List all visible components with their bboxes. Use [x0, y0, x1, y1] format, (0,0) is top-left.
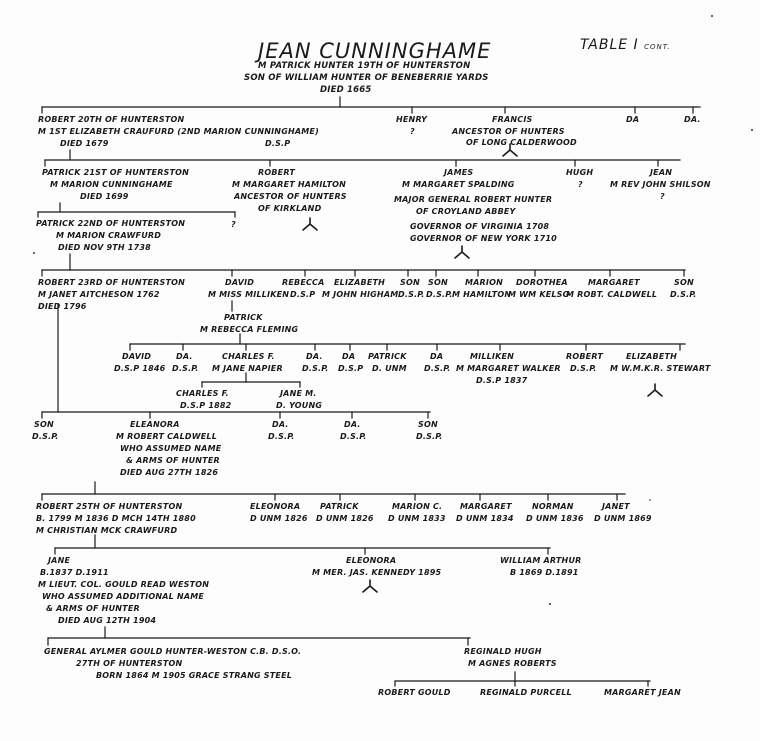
gen6-son-1-name: SON — [34, 420, 54, 429]
eleonora-kennedy-name: ELEONORA — [346, 556, 397, 565]
milliken-name: MILLIKEN — [470, 352, 515, 361]
dorothea-spouse: M WM KELSO — [508, 290, 570, 299]
eleanora-died: DIED AUG 27TH 1826 — [120, 468, 219, 477]
eleanora-name: ELEANORA — [130, 420, 180, 429]
james-note-4: GOVERNOR OF NEW YORK 1710 — [410, 234, 557, 243]
hugh-unknown: ? — [578, 180, 583, 189]
patrick-unm-1826-name: PATRICK — [320, 502, 359, 511]
gen1-daughter-1: DA — [626, 115, 640, 124]
david-jr-dsp: D.S.P 1846 — [114, 364, 166, 373]
rebecca-dsp: D.S.P — [290, 290, 316, 299]
table-cont: CONT. — [644, 43, 671, 51]
robert-kirkland-name: ROBERT — [258, 168, 295, 177]
robert-20th-spouse: M 1ST ELIZABETH CRAUFURD (2ND MARION CUNNINGHAME) — [38, 127, 319, 136]
eleanora-note-1: WHO ASSUMED NAME — [120, 444, 222, 453]
gen4-son-1-dsp: D.S.P. — [398, 290, 425, 299]
marion-c-note: D UNM 1833 — [388, 514, 446, 523]
norman-note: D UNM 1836 — [526, 514, 584, 523]
eleonora-kennedy-spouse: M MER. JAS. KENNEDY 1895 — [312, 568, 442, 577]
gen5-daughter-1-name: DA. — [176, 352, 193, 361]
marion-spouse: M HAMILTON — [452, 290, 512, 299]
patrick-21st-spouse: M MARION CUNNINGHAME — [50, 180, 173, 189]
robert-gould-name: ROBERT GOULD — [378, 688, 451, 697]
gen5-daughter-2-name: DA. — [306, 352, 323, 361]
patrick-22nd-died: DIED NOV 9TH 1738 — [58, 243, 151, 252]
patrick-unm-1826-note: D UNM 1826 — [316, 514, 374, 523]
reginald-hugh-spouse: M AGNES ROBERTS — [468, 659, 557, 668]
gen1-daughter-2: DA. — [684, 115, 701, 124]
henry-unknown: ? — [410, 127, 415, 136]
robert-dsp-name: ROBERT — [566, 352, 603, 361]
william-arthur-name: WILLIAM ARTHUR — [500, 556, 582, 565]
gen6-son-2-dsp: D.S.P. — [416, 432, 443, 441]
james-note-1: MAJOR GENERAL ROBERT HUNTER — [394, 195, 553, 204]
francis-name: FRANCIS — [492, 115, 533, 124]
janet-name: JANET — [602, 502, 630, 511]
jane-weston-note-1: WHO ASSUMED ADDITIONAL NAME — [42, 592, 205, 601]
robert-kirkland-note-1: ANCESTOR OF HUNTERS — [234, 192, 347, 201]
milliken-spouse: M MARGARET WALKER — [456, 364, 561, 373]
dorothea-name: DOROTHEA — [516, 278, 568, 287]
marion-name: MARION — [465, 278, 503, 287]
robert-dsp-note: D.S.P. — [570, 364, 597, 373]
charles-f-name: CHARLES F. — [222, 352, 275, 361]
milliken-dsp: D.S.P 1837 — [476, 376, 528, 385]
jane-weston-dates: B.1837 D.1911 — [40, 568, 109, 577]
robert-kirkland-spouse: M MARGARET HAMILTON — [232, 180, 347, 189]
robert-20th-dsp: D.S.P — [265, 139, 291, 148]
reginald-purcell-name: REGINALD PURCELL — [480, 688, 572, 697]
gen4-son-3-dsp: D.S.P. — [670, 290, 697, 299]
elizabeth-stewart-name: ELIZABETH — [626, 352, 678, 361]
rebecca-name: REBECCA — [282, 278, 325, 287]
jane-m-note: D. YOUNG — [276, 401, 323, 410]
gen5-daughter-2-dsp: D.S.P. — [302, 364, 329, 373]
francis-note-2: OF LONG CALDERWOOD — [466, 138, 577, 147]
patrick-22nd-spouse: M MARION CRAWFURD — [56, 231, 162, 240]
gen5-daughter-3-dsp: D.S.P — [338, 364, 364, 373]
robert-20th-died: DIED 1679 — [60, 139, 109, 148]
aylmer-title: 27TH OF HUNTERSTON — [76, 659, 183, 668]
charles-f-jr-name: CHARLES F. — [176, 389, 229, 398]
gen6-son-1-dsp: D.S.P. — [32, 432, 59, 441]
jean-spouse: M REV JOHN SHILSON — [610, 180, 711, 189]
norman-name: NORMAN — [532, 502, 574, 511]
marion-c-name: MARION C. — [392, 502, 443, 511]
gen4-son-1-name: SON — [400, 278, 420, 287]
william-arthur-dates: B 1869 D.1891 — [510, 568, 579, 577]
gen3-unknown: ? — [231, 220, 236, 229]
janet-note: D UNM 1869 — [594, 514, 652, 523]
header-line-1: M PATRICK HUNTER 19TH OF HUNTERSTON — [258, 61, 471, 71]
eleonora-unm-note: D UNM 1826 — [250, 514, 308, 523]
james-note-3: GOVERNOR OF VIRGINIA 1708 — [410, 222, 550, 231]
gen4-son-2-dsp: D.S.P. — [426, 290, 453, 299]
robert-kirkland-note-2: OF KIRKLAND — [258, 204, 322, 213]
gen5-daughter-1-dsp: D.S.P. — [172, 364, 199, 373]
table-label — [580, 38, 670, 55]
page-title: JEAN CUNNINGHAME — [258, 39, 492, 63]
margaret-jean-name: MARGARET JEAN — [604, 688, 681, 697]
elizabeth-name: ELIZABETH — [334, 278, 386, 287]
jane-weston-name: JANE — [48, 556, 71, 565]
aylmer-name: GENERAL AYLMER GOULD HUNTER-WESTON C.B. D.S.O. — [44, 647, 302, 656]
gen5-daughter-4-name: DA — [430, 352, 444, 361]
patrick-21st-name: PATRICK 21ST OF HUNTERSTON — [42, 168, 190, 177]
robert-25th-dates: B. 1799 M 1836 D MCH 14TH 1880 — [36, 514, 196, 523]
gen6-daughter-1-name: DA. — [272, 420, 289, 429]
patrick-21st-died: DIED 1699 — [80, 192, 129, 201]
patrick-22nd-name: PATRICK 22ND OF HUNTERSTON — [36, 219, 186, 228]
james-note-2: OF CROYLAND ABBEY — [416, 207, 516, 216]
jean-unknown: ? — [660, 192, 665, 201]
david-jr-name: DAVID — [122, 352, 152, 361]
charles-f-jr-dsp: D.S.P 1882 — [180, 401, 232, 410]
robert-23rd-spouse: M JANET AITCHESON 1762 — [38, 290, 160, 299]
header-line-2: SON OF WILLIAM HUNTER OF BENEBERRIE YARDS — [244, 73, 489, 83]
header-line-3: DIED 1665 — [320, 85, 372, 95]
margaret-spouse: M ROBT. CALDWELL — [566, 290, 658, 299]
aylmer-birth-marriage: BORN 1864 M 1905 GRACE STRANG STEEL — [96, 671, 293, 680]
robert-25th-name: ROBERT 25TH OF HUNTERSTON — [36, 502, 183, 511]
jane-weston-died: DIED AUG 12TH 1904 — [58, 616, 157, 625]
eleanora-spouse: M ROBERT CALDWELL — [116, 432, 217, 441]
gen5-daughter-4-dsp: D.S.P. — [424, 364, 451, 373]
gen5-daughter-3-name: DA — [342, 352, 356, 361]
james-name: JAMES — [444, 168, 474, 177]
jane-m-name: JANE M. — [280, 389, 317, 398]
francis-note-1: ANCESTOR OF HUNTERS — [452, 127, 565, 136]
gen6-daughter-1-dsp: D.S.P. — [268, 432, 295, 441]
hugh-name: HUGH — [566, 168, 594, 177]
elizabeth-spouse: M JOHN HIGHAM — [322, 290, 399, 299]
table-number: TABLE I — [580, 37, 639, 53]
robert-23rd-died: DIED 1796 — [38, 302, 87, 311]
reginald-hugh-name: REGINALD HUGH — [464, 647, 542, 656]
eleanora-note-2: & ARMS OF HUNTER — [126, 456, 220, 465]
margaret-unm-note: D UNM 1834 — [456, 514, 514, 523]
margaret-name: MARGARET — [588, 278, 640, 287]
james-spouse: M MARGARET SPALDING — [402, 180, 515, 189]
gen6-daughter-2-dsp: D.S.P. — [340, 432, 367, 441]
gen6-daughter-2-name: DA. — [344, 420, 361, 429]
charles-f-spouse: M JANE NAPIER — [212, 364, 283, 373]
gen4-son-2-name: SON — [428, 278, 448, 287]
patrick-fleming-name: PATRICK — [224, 313, 263, 322]
gen4-son-3-name: SON — [674, 278, 694, 287]
margaret-unm-name: MARGARET — [460, 502, 512, 511]
patrick-unm-name: PATRICK — [368, 352, 407, 361]
patrick-fleming-spouse: M REBECCA FLEMING — [200, 325, 299, 334]
jane-weston-spouse: M LIEUT. COL. GOULD READ WESTON — [38, 580, 210, 589]
david-name: DAVID — [225, 278, 255, 287]
david-spouse: M MISS MILLIKEN — [208, 290, 290, 299]
robert-23rd-name: ROBERT 23RD OF HUNTERSTON — [38, 278, 186, 287]
robert-20th-name: ROBERT 20TH OF HUNTERSTON — [38, 115, 185, 124]
robert-25th-spouse: M CHRISTIAN MCK CRAWFURD — [36, 526, 178, 535]
eleonora-unm-name: ELEONORA — [250, 502, 301, 511]
gen6-son-2-name: SON — [418, 420, 438, 429]
henry-name: HENRY — [396, 115, 428, 124]
elizabeth-stewart-spouse: M W.M.K.R. STEWART — [610, 364, 711, 373]
jane-weston-note-2: & ARMS OF HUNTER — [46, 604, 140, 613]
patrick-unm-note: D. UNM — [372, 364, 407, 373]
jean-name: JEAN — [650, 168, 673, 177]
